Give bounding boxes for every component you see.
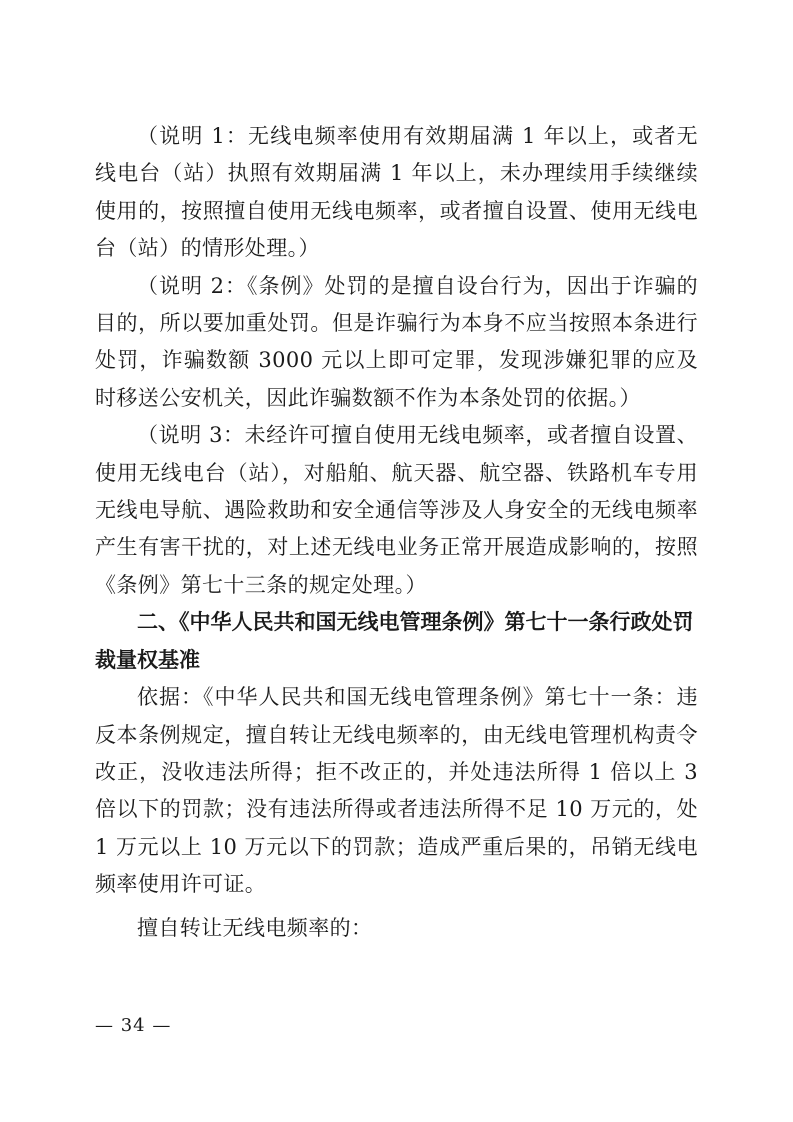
document-body [95,118,698,947]
section-heading: 二、《中华人民共和国无线电管理条例》第七十一条行政处罚裁量权基准 [95,610,694,672]
page-number: — 34 — [95,1015,172,1036]
note-2-paragraph: （说明 2：《条例》处罚的是擅自设台行为，因出于诈骗的目的，所以要加重处罚。但是诈骗行为本身不应当按照本条进行处罚，诈骗数额 3000 元以上即可定罪，发现涉嫌犯罪的应及时移送公安机关，因此诈骗数额不作为本条处罚的依据。） [95,273,698,410]
note-1-paragraph: （说明 1：无线电频率使用有效期届满 1 年以上，或者无线电台（站）执照有效期届满 1 年以上，未办理续用手续继续使用的，按照擅自使用无线电频率，或者擅自设置、使用无线电台（站）的情形处理。） [95,124,698,261]
note-3-paragraph: （说明 3：未经许可擅自使用无线电频率，或者擅自设置、使用无线电台（站），对船舶、航天器、航空器、铁路机车专用无线电导航、遇险救助和安全通信等涉及人身安全的无线电频率产生有害干扰的，对上述无线电业务正常开展造成影响的，按照《条例》第七十三条的规定处理。） [95,423,698,597]
basis-paragraph: 依据：《中华人民共和国无线电管理条例》第七十一条：违反本条例规定，擅自转让无线电频率的，由无线电管理机构责令改正，没收违法所得；拒不改正的，并处违法所得 1 倍以上 3 倍以下的罚款；没有违法所得或者违法所得不足 10 万元的，处 1 万元以上 10 万元以下的罚款；造成严重后果的，吊销无线电频率使用许可证。 [95,685,698,897]
last-line: 擅自转让无线电频率的： [137,915,373,940]
